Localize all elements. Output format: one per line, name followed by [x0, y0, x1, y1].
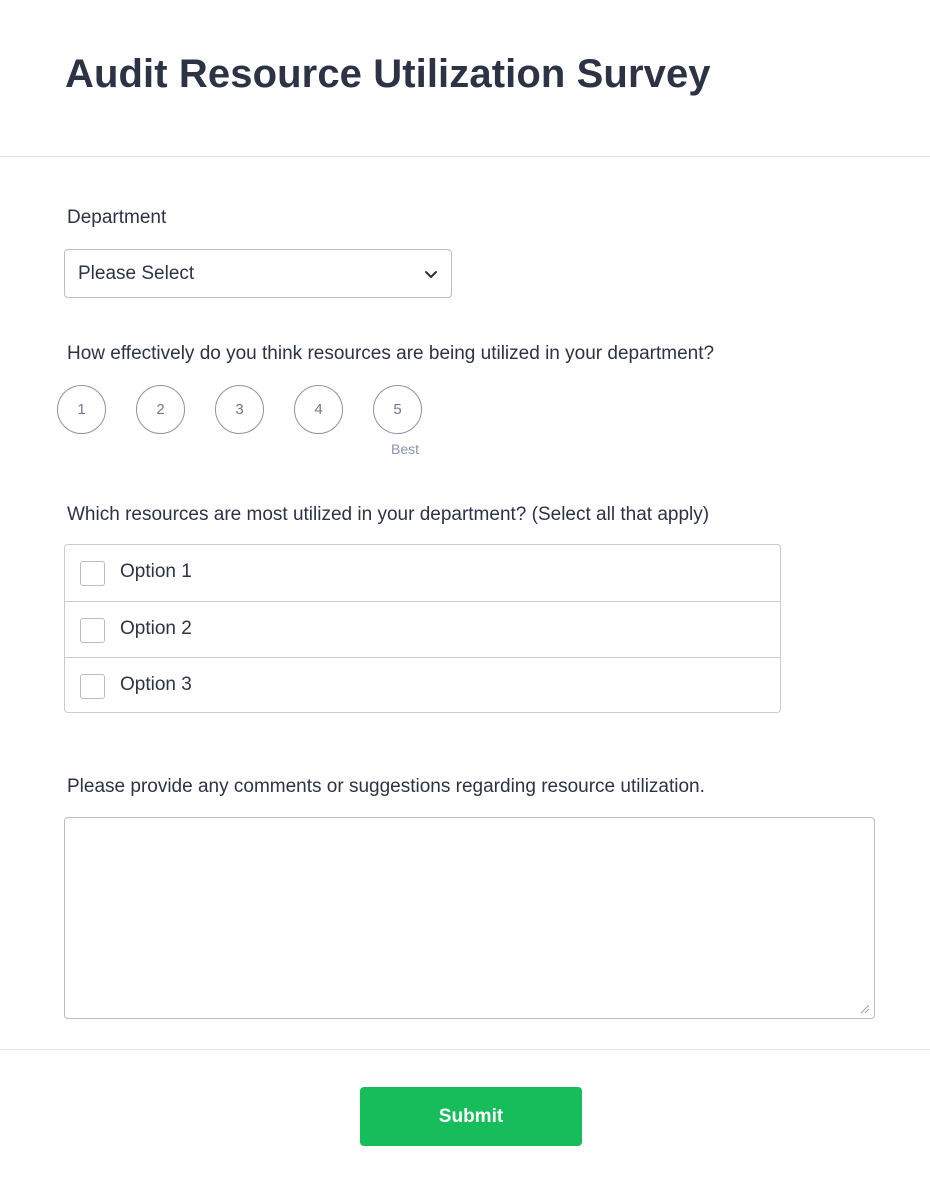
rating-option-2[interactable]: 2: [136, 385, 185, 434]
checkbox-option-3[interactable]: [65, 657, 780, 713]
rating-question-label: How effectively do you think resources are being utilized in your department?: [67, 343, 715, 364]
chevron-down-icon: [423, 266, 439, 282]
resources-checkbox-group: [64, 544, 781, 713]
rating-option-3[interactable]: 3: [215, 385, 264, 434]
checkbox[interactable]: [80, 674, 105, 699]
rating-scale: [0, 385, 930, 465]
resources-question-label: Which resources are most utilized in your department? (Select all that apply): [67, 504, 710, 525]
checkbox-option-2[interactable]: [65, 601, 780, 657]
rating-option-4[interactable]: 4: [294, 385, 343, 434]
checkbox[interactable]: [80, 618, 105, 643]
checkbox-option-label: Option 3: [120, 674, 192, 695]
form-header: [0, 0, 930, 157]
department-select[interactable]: [64, 249, 452, 298]
checkbox[interactable]: [80, 561, 105, 586]
department-select-value: Please Select: [78, 263, 195, 284]
checkbox-option-label: Option 2: [120, 618, 192, 639]
comments-question-label: Please provide any comments or suggestions regarding resource utilization.: [67, 776, 705, 797]
submit-button[interactable]: Submit: [360, 1087, 582, 1146]
rating-best-label: Best: [391, 441, 420, 457]
rating-option-5[interactable]: 5: [373, 385, 422, 434]
checkbox-option-1[interactable]: [65, 545, 780, 601]
page-title: Audit Resource Utilization Survey: [65, 52, 711, 96]
resize-grip-icon[interactable]: [858, 1002, 870, 1014]
department-label: Department: [67, 207, 167, 228]
checkbox-option-label: Option 1: [120, 561, 192, 582]
rating-option-1[interactable]: 1: [57, 385, 106, 434]
comments-textarea[interactable]: [64, 817, 875, 1019]
footer-divider: [0, 1049, 930, 1050]
